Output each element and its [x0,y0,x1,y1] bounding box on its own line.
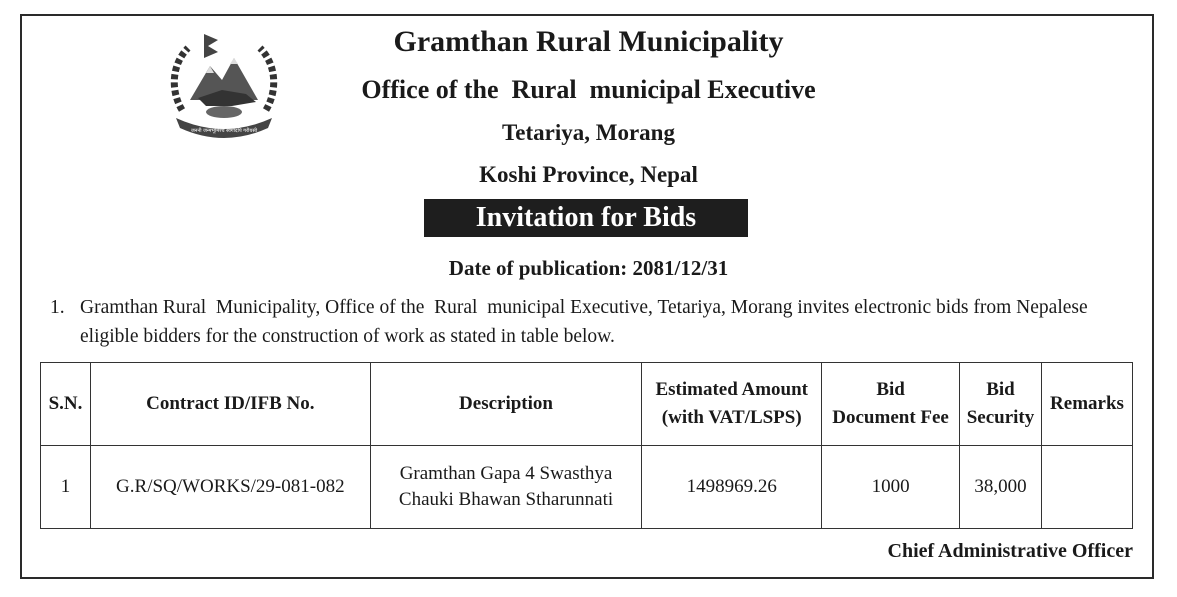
emblem-motto: जननी जन्मभूमिश्च स्वर्गादपि गरीयसी [190,128,258,134]
table-row [41,446,1133,529]
item-number: 1. [50,297,65,318]
cell-fee: 1000 [822,446,960,529]
province: Koshi Province, Nepal [479,162,698,187]
publication-date: Date of publication: 2081/12/31 [448,256,729,280]
cell-sn: 1 [41,446,91,529]
office-name: Office of the Rural municipal Executive [361,75,816,104]
header-bid-security: Bid Security [960,363,1042,446]
bid-table [40,362,1133,529]
org-name: Gramthan Rural Municipality [393,25,784,58]
header-remarks: Remarks [1041,363,1132,446]
header-bid-document-fee: Bid Document Fee [822,363,960,446]
location: Tetariya, Morang [502,120,675,145]
paragraph-text: Gramthan Rural Municipality, Office of the Rural municipal Executive, Tetariya, Morang invites electronic bids from Nepalese eligible bidders for the construction of work as stated in table below. [80,297,1093,347]
notice-paragraph [50,293,1140,351]
header-contract-id: Contract ID/IFB No. [90,363,370,446]
cell-amount: 1498969.26 [642,446,822,529]
notice-title-banner: Invitation for Bids [424,199,748,237]
table-header-row [41,363,1133,446]
cell-contract-id: G.R/SQ/WORKS/29-081-082 [90,446,370,529]
cell-description: Gramthan Gapa 4 Swasthya Chauki Bhawan Stharunnati [370,446,642,529]
signatory: Chief Administrative Officer [887,540,1133,562]
header-sn: S.N. [41,363,91,446]
header-description: Description [370,363,642,446]
header-estimated-amount: Estimated Amount (with VAT/LSPS) [642,363,822,446]
cell-remarks [1041,446,1132,529]
cell-security: 38,000 [960,446,1042,529]
